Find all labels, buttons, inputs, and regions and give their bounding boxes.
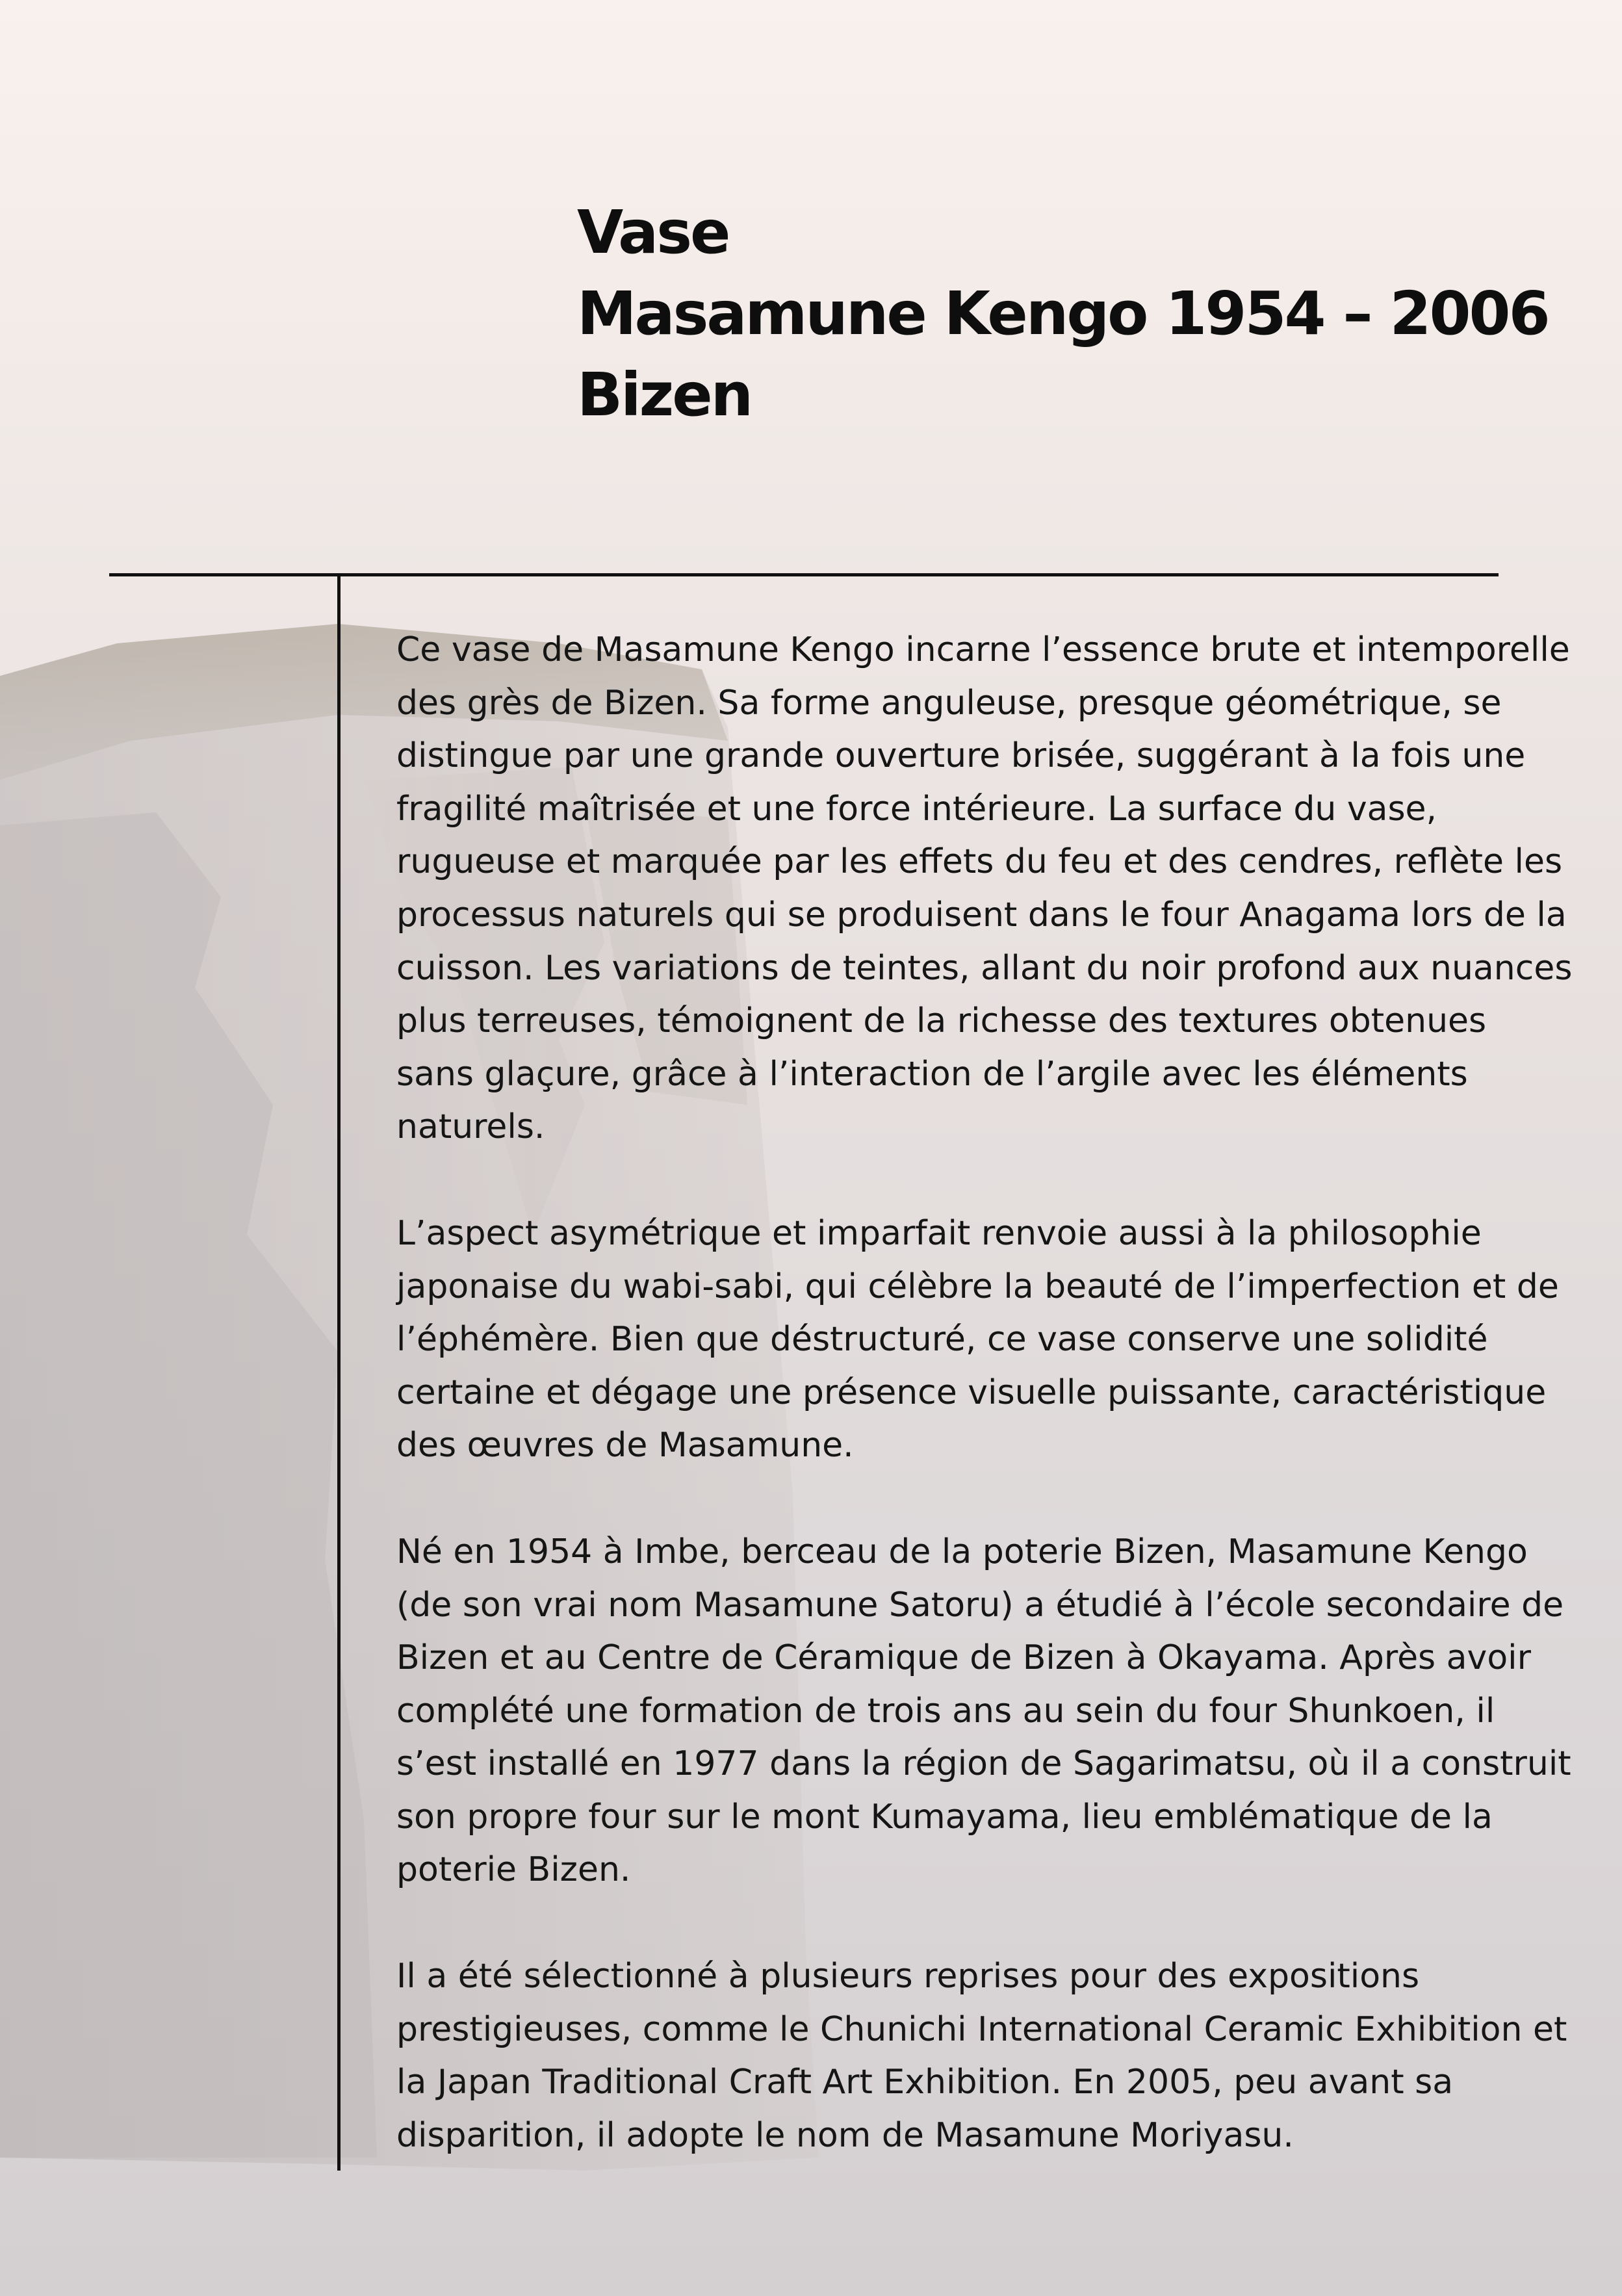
paragraph-exhibitions: Il a été sélectionné à plusieurs reprises pour des expositions prestigieuses, comme le Chunichi International Ceramic Exhibition et la Japan Traditional Craft Art Exhibition. En 2005, peu avant sa disparition, il adopte le nom de Masamune Moriyasu. xyxy=(396,1957,1567,2155)
page-title xyxy=(577,192,1549,435)
paragraph-wabi-sabi: L’aspect asymétrique et imparfait renvoie aussi à la philosophie japonaise du wabi-sabi, qui célèbre la beauté de l’imperfection et de l’éphémère. Bien que déstructuré, ce vase conserve une solidité certaine et dégage une présence visuelle puissante, caractéristique des œuvres de Masamune. xyxy=(396,1213,1559,1465)
paragraph-biography: Né en 1954 à Imbe, berceau de la poterie Bizen, Masamune Kengo (de son vrai nom Masamune Satoru) a étudié à l’école secondaire de Bizen et au Centre de Céramique de Bizen à Okayama. Après avoir complété une formation de trois ans au sein du four Shunkoen, il s’est installé en 1977 dans la région de Sagarimatsu, où il a construit son propre four sur le mont Kumayama, lieu emblématique de la poterie Bizen. xyxy=(396,1532,1571,1890)
paragraph-vase-description: Ce vase de Masamune Kengo incarne l’essence brute et intemporelle des grès de Bizen. Sa forme anguleuse, presque géométrique, se distingue par une grande ouverture brisée, suggérant à la fois une fragilité maîtrisée et une force intérieure. La surface du vase, rugueuse et marquée par les effets du feu et des cendres, reflète les processus naturels qui se produisent dans le four Anagama lors de la cuisson. Les variations de teintes, allant du noir profond aux nuances plus terreuses, témoignent de la richesse des textures obtenues sans glaçure, grâce à l’interaction de l’argile avec les éléments naturels. xyxy=(396,630,1573,1147)
vertical-divider xyxy=(337,573,341,2171)
title-object: Vase xyxy=(577,198,729,267)
horizontal-divider xyxy=(109,573,1499,576)
title-artist-dates: Masamune Kengo 1954 – 2006 xyxy=(577,279,1549,348)
title-region: Bizen xyxy=(577,360,752,430)
description-body xyxy=(396,624,1573,2162)
